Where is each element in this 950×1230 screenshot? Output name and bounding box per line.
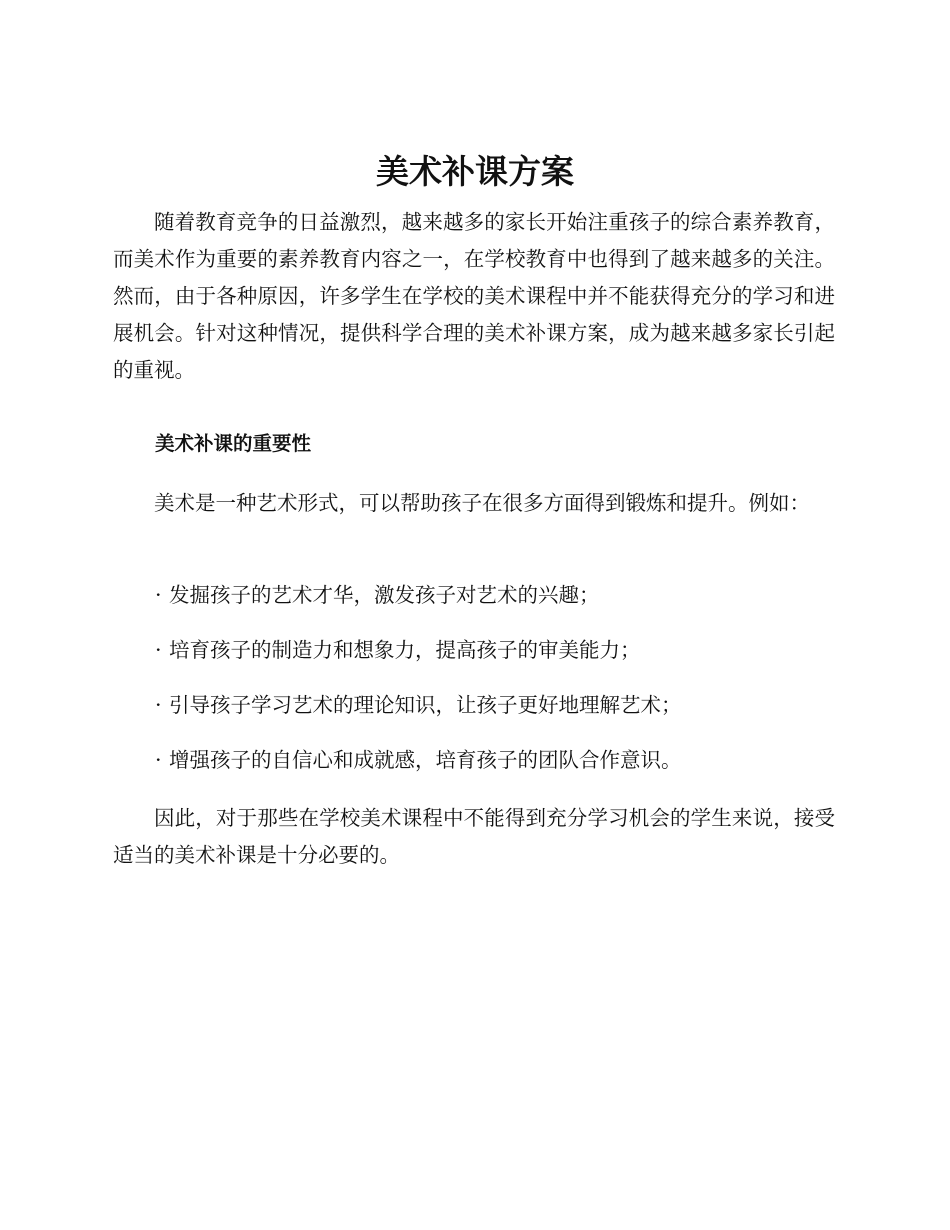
list-item-text: 培育孩子的制造力和想象力，提高孩子的审美能力；	[169, 638, 641, 662]
document-title: 美术补课方案	[376, 152, 574, 191]
bullet-icon: ·	[155, 638, 162, 662]
conclusion-paragraph: 因此，对于那些在学校美术课程中不能得到充分学习机会的学生来说，接受适当的美术补课是十分必要的。	[113, 806, 835, 867]
bullet-icon: ·	[155, 748, 162, 772]
list-item	[155, 690, 835, 745]
section-intro-paragraph: 美术是一种艺术形式，可以帮助孩子在很多方面得到锻炼和提升。例如：	[154, 491, 810, 515]
benefits-list	[155, 580, 835, 800]
list-item-text: 增强孩子的自信心和成就感，培育孩子的团队合作意识。	[169, 748, 682, 772]
list-item	[155, 635, 835, 690]
bullet-icon: ·	[155, 693, 162, 717]
list-item-text: 引导孩子学习艺术的理论知识，让孩子更好地理解艺术；	[169, 693, 682, 717]
list-item	[155, 745, 835, 800]
list-item-text: 发掘孩子的艺术才华，激发孩子对艺术的兴趣；	[169, 583, 600, 607]
section-heading: 美术补课的重要性	[155, 432, 312, 455]
bullet-icon: ·	[155, 583, 162, 607]
intro-paragraph: 随着教育竞争的日益激烈，越来越多的家长开始注重孩子的综合素养教育，而美术作为重要的素养教育内容之一，在学校教育中也得到了越来越多的关注。然而，由于各种原因，许多学生在学校的美术课程中并不能获得充分的学习和进展机会。针对这种情况，提供科学合理的美术补课方案，成为越来越多家长引起的重视。	[113, 210, 835, 382]
list-item	[155, 580, 835, 635]
